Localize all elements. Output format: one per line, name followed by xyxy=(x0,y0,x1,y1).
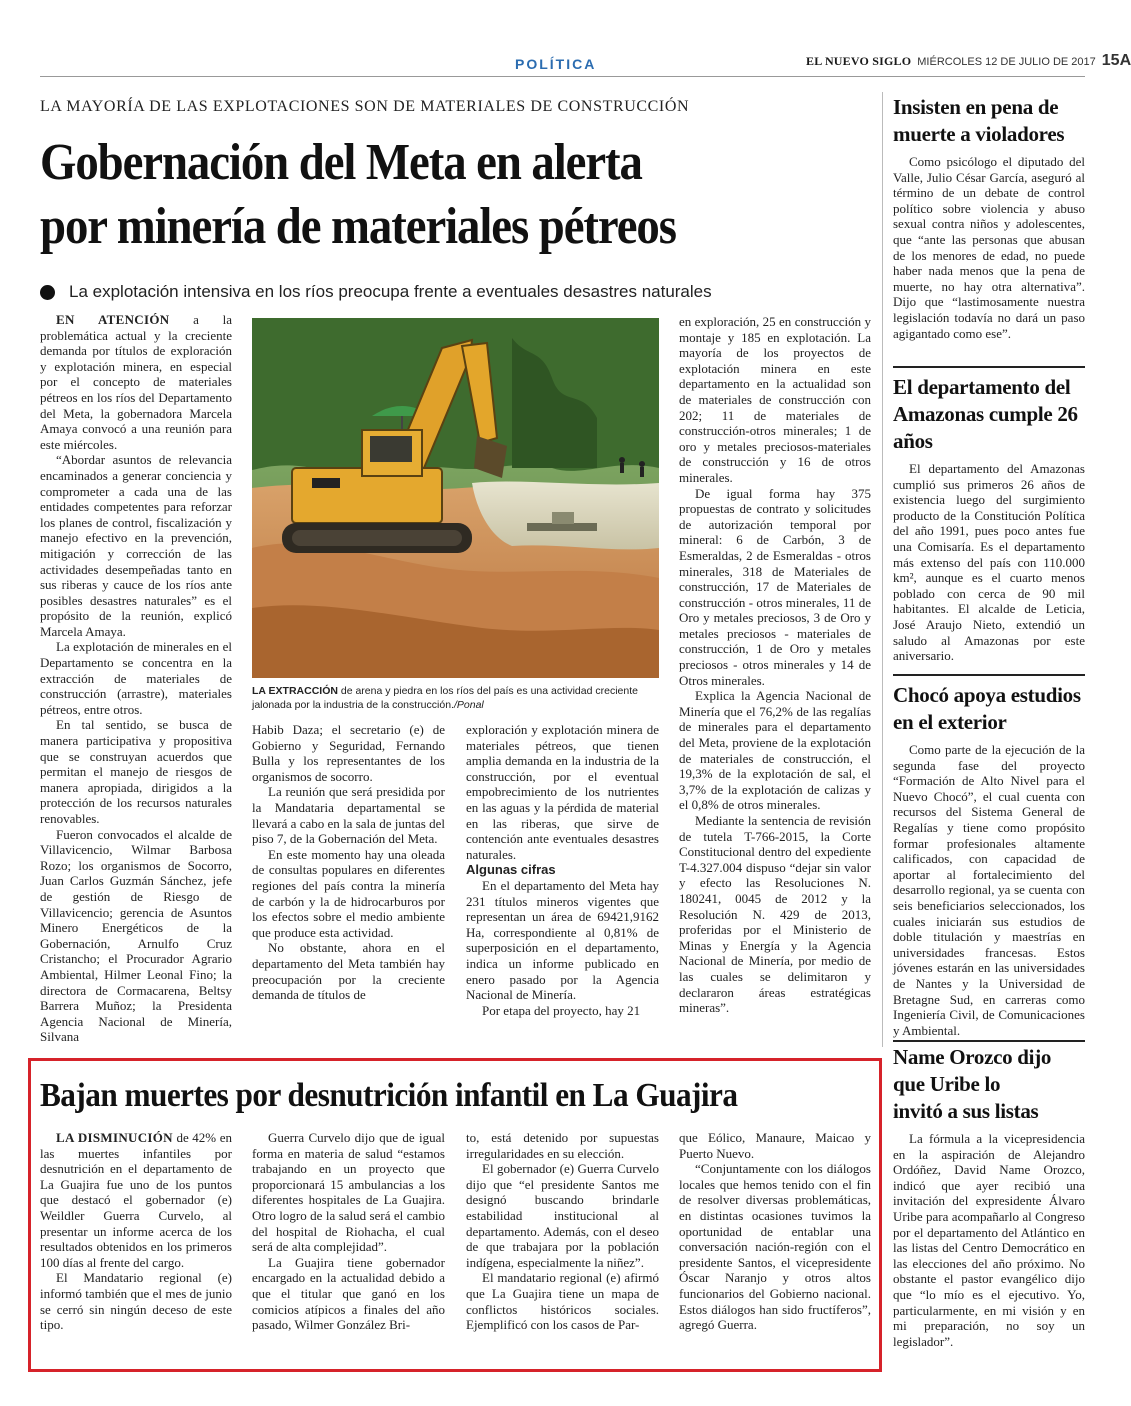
section-label: POLÍTICA xyxy=(515,56,597,72)
caption-lead: LA EXTRACCIÓN xyxy=(252,685,338,697)
sidebar-story-2 xyxy=(893,374,1085,664)
paragraph: Fueron convocados el alcalde de Villavicencio, Wilmar Barbosa Rozo; los organismos de Socorro, Juan Carlos Guzmán Sánchez, jefe de gestión de Riesgo de Villavicencio; gerencia de Asuntos Minero Energéticos de la Gobernación, Arnulfo Cruz Cristancho; el Procurador Agrario Ambiental, Hilmer Leonal Fino; la directora de Cormacarena, Beltsy Barrera Muñoz; la Presidenta Agencia Nacional de Minería, Silvana xyxy=(40,826,232,1045)
sidebar-title: Insisten en pena de muerte a violadores xyxy=(893,95,1065,146)
main-col-3 xyxy=(466,722,659,1018)
paragraph: de 42% en las muertes infantiles por desnutrición en el departamento de La Guajira fue uno de los puntos que destacó el gobernador (e) Weildler Guerra Curvelo, al presentar un informe acerca de los resultados obtenidos en los primeros 100 días al frente del cargo. xyxy=(40,1130,232,1270)
paragraph: No obstante, ahora en el departamento del Meta también hay preocupación por la creciente demanda de títulos de xyxy=(252,940,445,1003)
sidebar-story-1 xyxy=(893,94,1085,341)
main-col-4 xyxy=(679,314,871,1016)
paragraph: que Eólico, Manaure, Maicao y Puerto Nuevo. xyxy=(679,1130,871,1161)
masthead-right xyxy=(806,52,1131,70)
boxed-story-headline: Bajan muertes por desnutrición infantil en La Guajira xyxy=(40,1077,738,1114)
sidebar-body: El departamento del Amazonas cumplió sus primeros 26 años de existencia luego del surgimiento producto de la Constitución Política del año 1991, pues poco antes fue una Comisaría. Es el departamento más extenso del país con 110.000 km², aunque es el cuarto menos poblado con cerca de 90 mil habitantes. El alcalde de Leticia, José Araujo Nieto, extendió un saludo al Amazonas por este aniversario. xyxy=(893,461,1085,664)
sidebar-title: Name Orozco dijo que Uribe lo invitó a sus listas xyxy=(893,1045,1052,1123)
caption-text: de arena y piedra en los ríos del país es una actividad creciente jalonada por la industria de la construcción. xyxy=(252,685,638,711)
sidebar-story-3 xyxy=(893,682,1085,1038)
sidebar-body: Como psicólogo el diputado del Valle, Julio César García, aseguró al término de un debate de control político sobre violencia y abuso sexual contra niños y adolescentes, que “ante las personas que abusan de los menores de edad, no puede haber nada menos que la pena de muerte, no hay otra alternativa”. Dijo que “lastimosamente nuestra legislación todavía no dará un paso agigantado como ese”. xyxy=(893,154,1085,341)
issue-date: MIÉRCOLES 12 DE JULIO DE 2017 xyxy=(917,56,1096,68)
sidebar-body: Como parte de la ejecución de la segunda fase del proyecto “Formación de Alto Nivel para el Nuevo Chocó”, el cual cuenta con recursos del Sistema General de Regalías y tiene como propósito formar profesionales altamente calificados, con capacidad de aportar al fortalecimiento del desarrollo regional, ya se cuenta con seis beneficiarios seleccionados, los cuales iniciarán sus estudios de doble titulación y maestrías en universidades francesas. Estos jóvenes estarán en las universidades de Nantes y la Universidad de Bretagne Sud, en carreras como Ingeniería Civil, de Comunicaciones y Ambiental. xyxy=(893,742,1085,1038)
paragraph: Guerra Curvelo dijo que de igual forma en materia de salud “estamos trabajando en un proyecto que proporcionará 15 ambulancias a los diferentes hospitales de La Guajira. Otro logro de la salud será el cambio del hospital de Riohacha, el cual será de alta complejidad”. xyxy=(252,1130,445,1255)
paper-name: EL NUEVO SIGLO xyxy=(806,54,912,68)
photo-caption xyxy=(252,684,662,712)
masthead-rule xyxy=(40,76,1085,77)
lead-in: LA DISMINUCIÓN xyxy=(56,1130,173,1145)
lead-in: EN ATENCIÓN xyxy=(56,312,170,327)
paragraph: En tal sentido, se busca de manera participativa y propositiva que se construyan acuerdos que permitan el manejo de riesgos de manera apropiada, dirigidos a la protección de los recursos naturales renovables. xyxy=(40,717,232,826)
paragraph: a la problemática actual y la creciente demanda por títulos de exploración y explotación minera, en especial por el concepto de materiales pétreos en los ríos del Departamento del Meta, la gobernadora Marcela Amaya convocó a una reunión para este miércoles. xyxy=(40,312,233,452)
story-deck xyxy=(40,282,870,302)
sidebar-rule xyxy=(893,674,1085,676)
paragraph: De igual forma hay 375 propuestas de contrato y solicitudes de autorización temporal por mineral: 6 de Carbón, 3 de Esmeraldas, 2 de Esmeraldas - otros minerales, 318 de Materiales de construcción, 17 de Materiales de construcción - otros minerales, 11 de Oro y metales preciosos, 3 de Oro y metales preciosos - materiales de construcción, 1 de Oro y metales preciosos - otros minerales y 14 de Otros minerales. xyxy=(679,485,871,688)
paragraph: “Conjuntamente con los diálogos locales que hemos tenido con el fin de resolver diversas problemáticas, en distintas ocasiones tuvimos la oportunidad de entablar una conversación nación-región con el presidente Santos, el vicepresidente Óscar Naranjo y otros altos funcionarios del Gobierno nacional. Estos diálogos han sido fructíferos”, agregó Guerra. xyxy=(679,1161,871,1333)
sidebar-title: El departamento del Amazonas cumple 26 años xyxy=(893,375,1078,453)
paragraph: en exploración, 25 en construcción y montaje y 185 en explotación. La mayoría de los proyectos de explotación minera en este departamento en la actualidad son de materiales de construcción con 202; 11 de materiales de construcción-otros minerales; 1 de oro y metales preciosos-materiales de construcción y 16 de otros minerales. xyxy=(679,314,871,485)
paragraph: El gobernador (e) Guerra Curvelo dijo que “el presidente Santos me designó buscando brindarle estabilidad institucional al departamento. Además, con el deseo de que trabajara por la población indígena, especialmente la niñez”. xyxy=(466,1161,659,1270)
boxed-col-4 xyxy=(679,1130,871,1333)
sidebar-divider xyxy=(882,92,883,1047)
paragraph: to, está detenido por supuestas irregularidades en su elección. xyxy=(466,1130,659,1161)
boxed-col-2 xyxy=(252,1130,445,1333)
paragraph: La explotación de minerales en el Departamento se concentra en la extracción de materiales de construcción (arrastre), materiales pétreos, entre otros. xyxy=(40,639,232,717)
paragraph: Explica la Agencia Nacional de Minería que el 76,2% de las regalías de minerales para el departamento del Meta, proviene de la explotación de materiales de construcción, el 19,3% de la explotación de sal, el 3,7% de la explotación de calizas y el 0,8% de otros minerales. xyxy=(679,688,871,813)
headline-line-1: Gobernación del Meta en alerta xyxy=(40,134,642,191)
paragraph: La Guajira tiene gobernador encargado en la actualidad debido a que el titular que ganó en los comicios atípicos a finales del año pasado, Wilmer González Bri- xyxy=(252,1254,445,1333)
sidebar-rule xyxy=(893,366,1085,368)
paragraph: “Abordar asuntos de relevancia encaminados a generar conciencia y comprometer a cada una de las entidades competentes para reforzar los planes de control, fiscalización y manejo efectivo en la prevención, mitigación y corrección de las actividades desempeñadas tanto en sus riberas y cauce de los ríos ante posibles desastres naturales” es el propósito de la reunión, explicó Marcela Amaya. xyxy=(40,452,232,639)
sidebar-story-4 xyxy=(893,1044,1085,1349)
headline-line-2: por minería de materiales pétreos xyxy=(40,198,676,255)
boxed-col-3 xyxy=(466,1130,659,1333)
paragraph: El Mandatario regional (e) informó también que el mes de junio se cerró sin ningún deceso de este tipo. xyxy=(40,1270,232,1333)
excavator-photo xyxy=(252,318,659,678)
paragraph: En el departamento del Meta hay 231 títulos mineros vigentes que representan un área de 69421,9162 Ha, correspondiente al 0,81% de superposición en el departamento, indica un informe publicado en enero pasado por la Agencia Nacional de Minería. xyxy=(466,877,659,1003)
deck-text: La explotación intensiva en los ríos preocupa frente a eventuales desastres naturales xyxy=(69,282,712,301)
paragraph: Por etapa del proyecto, hay 21 xyxy=(482,1002,641,1018)
boxed-col-1 xyxy=(40,1130,232,1333)
sidebar-rule xyxy=(893,1040,1085,1042)
paragraph: El mandatario regional (e) afirmó que La Guajira tiene un mapa de conflictos históricos sociales. Ejemplificó con los casos de Par- xyxy=(466,1270,659,1333)
paragraph: Habib Daza; el secretario (e) de Gobierno y Seguridad, Fernando Bulla y los representantes de los organismos de socorro. xyxy=(252,722,445,784)
main-col-1 xyxy=(40,312,232,1045)
main-col-2 xyxy=(252,722,445,1003)
photo-credit: /Ponal xyxy=(453,699,484,711)
paragraph: Mediante la sentencia de revisión de tutela T-766-2015, la Corte Constitucional dentro del expediente T-4.327.004 dispuso “dejar sin valor y efecto las Resoluciones N. 180241, 0045 de 2012 y la Resolución N. 429 de 2013, proferidas por el Ministerio de Minas y Energía y la Agencia Nacional de Minería, por medio de las cuales se delimitaron y declararon áreas estratégicas mineras”. xyxy=(679,813,871,1016)
bullet-icon xyxy=(40,285,55,300)
paragraph: En este momento hay una oleada de consultas populares en diferentes regiones del país contra la minería de carbón y la de hidrocarburos por los efectos sobre el medio ambiente que produce esta actividad. xyxy=(252,846,445,940)
paragraph: exploración y explotación minera de materiales pétreos, que tienen amplia demanda en la industria de la construcción, por el eventual empobrecimiento de los nutrientes en las aguas y la pérdida de material en las riberas, que sirve de contención ante eventuales desastres naturales. xyxy=(466,722,659,862)
story-kicker: LA MAYORÍA DE LAS EXPLOTACIONES SON DE MATERIALES DE CONSTRUCCIÓN xyxy=(40,98,690,115)
paragraph: La reunión que será presidida por la Mandataria departamental se llevará a cabo en la sala de juntas del piso 7, de la Gobernación del Meta. xyxy=(252,784,445,847)
mining-scene-illustration xyxy=(252,318,659,678)
masthead xyxy=(0,0,1131,80)
sidebar-title: Chocó apoya estudios en el exterior xyxy=(893,683,1081,734)
story-headline xyxy=(40,134,870,256)
subhead: Algunas cifras xyxy=(466,862,556,878)
page-number: 15A xyxy=(1101,52,1131,69)
sidebar-body: La fórmula a la vicepresidencia en la aspiración de Alejandro Ordóñez, David Name Orozco, indicó que ayer recibió una invitación del expresidente Álvaro Uribe para acompañarlo al Congreso por el departamento del Atlántico en las listas del Centro Democrático en las elecciones del año próximo. No obstante el pastor evangélico dijo que “lo mío es el ejecutivo. Yo, particularmente, en mi visión y en mi preparación, no soy un legislador”. xyxy=(893,1131,1085,1349)
